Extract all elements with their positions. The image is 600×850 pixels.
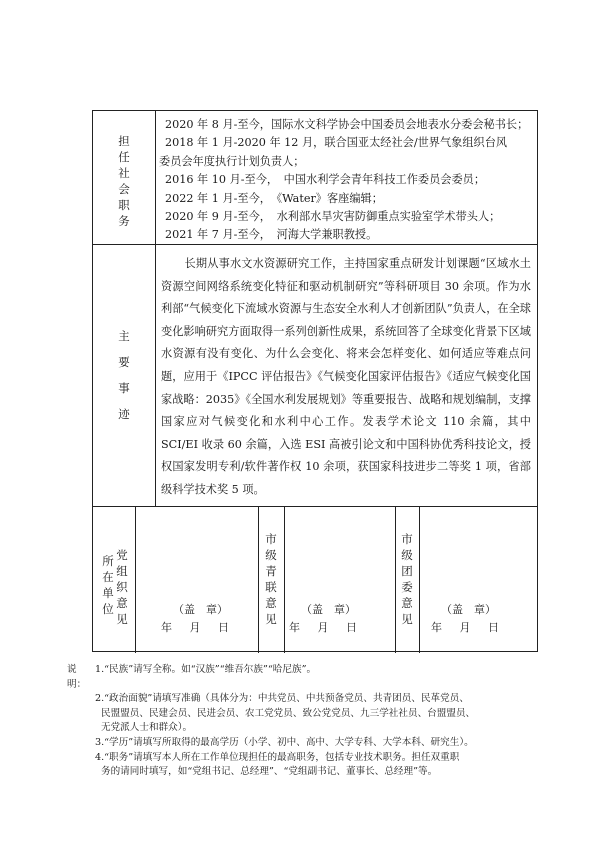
note-item-continued: 无党派人士和群众）。 — [101, 722, 193, 734]
label-char: 联 — [265, 580, 277, 594]
label-char: 要 — [118, 355, 130, 369]
note-row — [67, 663, 537, 692]
party-org-seal: （盖 章） — [173, 603, 228, 616]
duties-label — [117, 133, 131, 229]
form-notes — [67, 663, 537, 780]
label-char: 团 — [401, 564, 413, 578]
deeds-label — [117, 323, 131, 427]
label-char: 单 — [102, 586, 114, 600]
label-char: 委 — [401, 580, 413, 594]
duty-line: 2020 年 9 月-至今， 水利部水旱灾害防御重点实验室学术带头人； — [165, 210, 501, 224]
label-char: 意 — [116, 596, 128, 610]
note-item-continued: 务的请同时填写，如“党组书记、总经理”、“党组副书记、董事长、总经理”等。 — [101, 766, 438, 778]
column-divider — [419, 506, 420, 653]
label-char: 担 — [118, 134, 130, 148]
note-item: 1.“民族”请写全称。如“汉族”“维吾尔族”“哈尼族”。 — [95, 664, 317, 675]
label-char: 见 — [265, 612, 277, 626]
note-row — [67, 751, 537, 766]
deeds-content: 长期从事水文水资源研究工作，主持国家重点研发计划课题“区域水土资源空间网络系统变化特征和驱动机制研究”等科研项目 30 余项。作为水利部“气候变化下流域水资源与生态安全水利人才创新团队”负责人，在全球变化影响研究方面取得一系列创新性成果，系统回答了全球变化背景下区域水资源有没有变化、为什么会变化、将来会怎样变化、如何适应等难点问题，应用于《IPCC 评估报告》《气候变化国家评估报告》《适应气候变化国家战略：2035》《全国水利发展规划》等重要报告、战略和规划编制，支撑国家应对气候变化和水利中心工作。发表学术论文 110 余篇，其中 SCI/EI 收录 60 余篇，入选 ESI 高被引论文和中国科协优秀科技论文，授权国家发明专利/软件著作权 10 余项，获国家科技进步二等奖 1 项，省部级科学技术奖 5 项。 — [161, 257, 531, 496]
label-char: 任 — [118, 150, 130, 164]
label-char: 会 — [118, 182, 130, 196]
application-form-table — [92, 110, 538, 652]
youth-federation-date: 年 月 日 — [289, 621, 357, 634]
label-char: 所 — [102, 554, 114, 568]
column-divider — [284, 506, 285, 653]
youth-federation-seal: （盖 章） — [301, 603, 356, 616]
label-char: 织 — [116, 580, 128, 594]
column-divider — [258, 506, 259, 653]
duty-line: 2020 年 8 月-至今，国际水文科学协会中国委员会地表水分委会秘书长； — [165, 118, 529, 131]
label-char: 意 — [265, 596, 277, 610]
party-org-label-col1 — [101, 553, 115, 617]
note-row — [67, 736, 537, 751]
row-divider — [93, 506, 537, 507]
duty-line: 委员会年度执行计划负责人； — [159, 154, 305, 168]
label-char: 位 — [102, 602, 114, 616]
label-char: 职 — [118, 198, 130, 212]
youth-federation-label — [264, 531, 278, 627]
note-item: 3.“学历”请填写所取得的最高学历（小学、初中、高中、大学专科、大学本科、研究生）。 — [95, 736, 474, 748]
label-column-divider — [155, 111, 156, 506]
label-char: 在 — [102, 570, 114, 584]
note-item: 2.“政治面貌”请填写准确（具体分为：中共党员、中共预备党员、共青团员、民革党员、 — [95, 693, 469, 705]
label-char: 意 — [401, 596, 413, 610]
label-char: 级 — [265, 548, 277, 562]
youth-league-date: 年 月 日 — [431, 621, 499, 634]
youth-league-seal: （盖 章） — [441, 603, 496, 616]
label-char: 迹 — [118, 407, 130, 421]
column-divider — [395, 506, 396, 653]
note-item-continued: 民盟盟员、民建会员、民进会员、农工党党员、致公党党员、九三学社社员、台盟盟员、 — [101, 707, 476, 719]
label-char: 社 — [118, 166, 130, 180]
duties-content — [159, 116, 534, 245]
label-char: 级 — [401, 548, 413, 562]
label-char: 党 — [116, 548, 128, 562]
column-divider — [135, 506, 136, 653]
duty-line: 2018 年 1 月-2020 年 12 月，联合国亚太经社会/世界气象组织台风 — [165, 136, 508, 150]
party-org-label-col2 — [115, 547, 129, 627]
note-row — [67, 692, 537, 707]
label-char: 见 — [116, 612, 128, 626]
notes-lead: 说明： — [67, 664, 87, 690]
label-char: 青 — [265, 564, 277, 578]
label-char: 事 — [118, 381, 130, 395]
label-char: 市 — [401, 532, 413, 546]
label-char: 见 — [401, 612, 413, 626]
party-org-date: 年 月 日 — [161, 621, 229, 634]
youth-league-label — [400, 531, 414, 627]
duty-line: 2021 年 7 月-至今， 河海大学兼职教授。 — [165, 228, 378, 242]
label-char: 主 — [118, 329, 130, 343]
label-char: 市 — [265, 532, 277, 546]
duty-line: 2016 年 10 月-至今， 中国水利学会青年科技工作委员会委员； — [165, 173, 486, 187]
label-char: 组 — [116, 564, 128, 578]
label-char: 务 — [118, 214, 130, 228]
note-item: 4.“职务”请填写本人所在工作单位现担任的最高职务，包括专业技术职务。担任双重职 — [95, 751, 460, 763]
duty-line: 2022 年 1 月-至今， 《Water》客座编辑； — [165, 191, 383, 205]
